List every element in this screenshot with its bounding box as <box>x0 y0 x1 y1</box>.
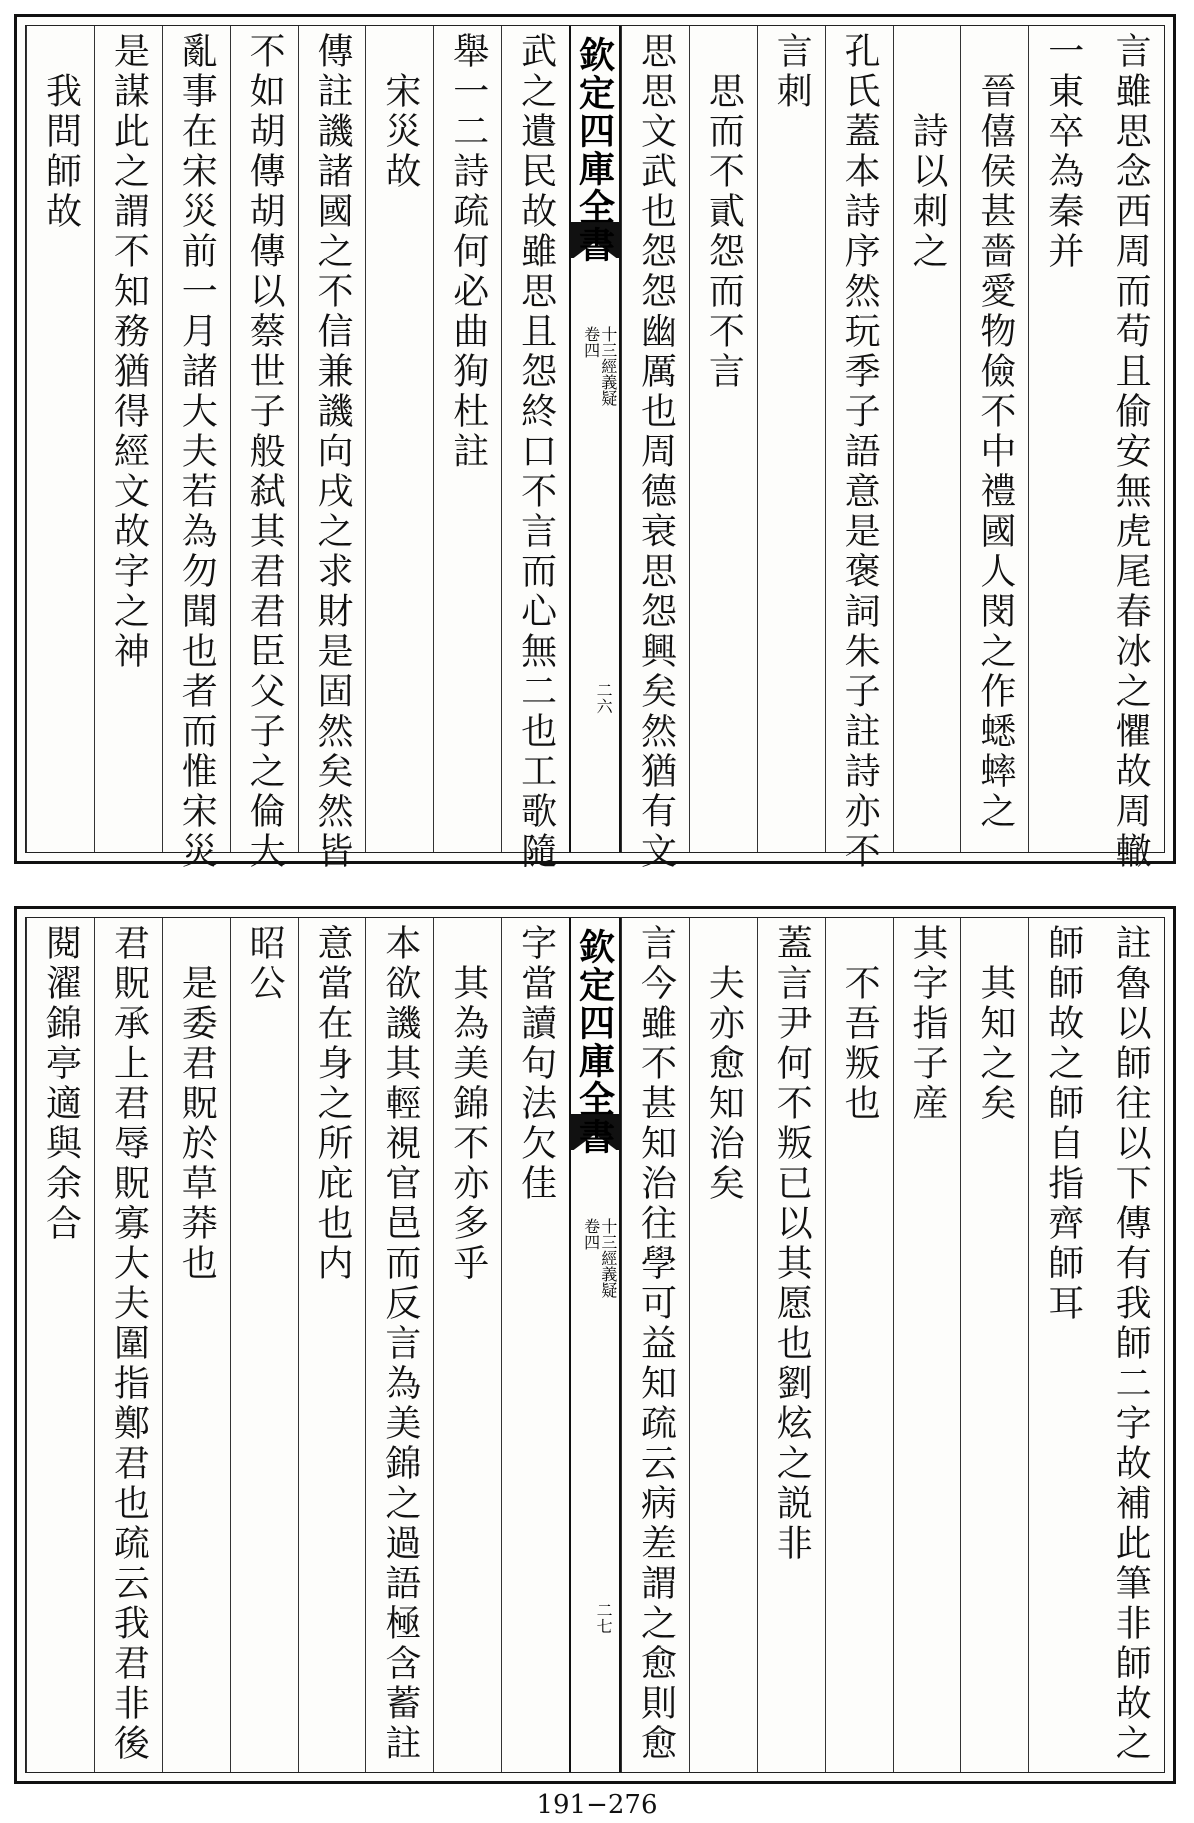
text-column <box>433 26 501 852</box>
column-text: 閱濯錦亭適與余合 <box>40 924 82 1244</box>
column-text: 字當讀句法欠佳 <box>515 924 557 1204</box>
page-number: 191−276 <box>536 1790 658 1820</box>
column-text: 其字指子産 <box>906 924 948 1124</box>
column-text: 君貺承上君辱貺寡大夫圍指鄭君也疏云我君非後 <box>108 924 150 1764</box>
column-text: 晉僖侯甚嗇愛物儉不中禮國人閔之作蟋蟀之 <box>974 72 1016 832</box>
bottom-page-columns <box>25 917 1165 1773</box>
text-column <box>298 918 366 1772</box>
text-column <box>689 26 757 852</box>
text-column <box>298 26 366 872</box>
text-column <box>960 26 1028 852</box>
column-text: 不如胡傳胡傳以蔡世子般弑其君君臣父子之倫大 <box>244 32 286 872</box>
text-column <box>689 918 757 1772</box>
text-column <box>94 26 162 852</box>
bottom-page <box>14 906 1176 1784</box>
column-text: 是委君貺於草莽也 <box>176 964 218 1284</box>
text-column <box>162 26 230 872</box>
text-column <box>1028 26 1096 852</box>
column-text: 註魯以師往以下傳有我師二字故補此筆非師故之 <box>1110 924 1152 1764</box>
column-text: 孔氏蓋本詩序然玩季子語意是褒詞朱子註詩亦不 <box>839 32 881 872</box>
column-text: 是謀此之謂不知務猶得經文故字之神 <box>108 32 150 672</box>
column-text: 師師故之師自指齊師耳 <box>1042 924 1084 1324</box>
top-page-columns <box>25 25 1165 872</box>
bottom-page-spine <box>569 918 621 1772</box>
spine-book-title: 十三經義疑 <box>598 326 618 406</box>
text-column <box>94 918 162 1772</box>
text-column <box>1028 918 1096 1772</box>
column-text: 宋災故 <box>379 72 421 192</box>
text-column <box>893 918 961 1772</box>
top-page-spine <box>569 26 621 852</box>
column-text: 蓋言尹何不叛已以其愿也劉炫之説非 <box>771 924 813 1564</box>
text-column <box>825 26 893 872</box>
text-column <box>1096 918 1164 1772</box>
column-text: 言雖思念西周而苟且偷安無虎尾春冰之懼故周轍 <box>1110 32 1152 872</box>
text-column <box>26 26 94 852</box>
column-text: 言今雖不甚知治往學可益知疏云病差謂之愈則愈 <box>635 924 677 1764</box>
column-text: 詩以刺之 <box>906 112 948 272</box>
text-column <box>893 26 961 852</box>
column-text: 其為美錦不亦多乎 <box>447 964 489 1284</box>
column-text: 我問師故 <box>40 72 82 232</box>
column-text: 亂事在宋災前一月諸大夫若為勿聞也者而惟宋災 <box>176 32 218 872</box>
text-column <box>26 918 94 1772</box>
column-text: 思而不貳怨而不言 <box>703 72 745 392</box>
spine-book-title: 十三經義疑 <box>598 1218 618 1298</box>
column-text: 本欲譏其輕視官邑而反言為美錦之過語極含蓄註 <box>379 924 421 1764</box>
column-text: 昭公 <box>244 924 286 1004</box>
column-text: 舉一二詩疏何必曲狥杜註 <box>447 32 489 472</box>
spine-title: 欽定四庫全書 <box>573 928 616 1156</box>
spine-title: 欽定四庫全書 <box>573 36 616 264</box>
text-column <box>825 918 893 1772</box>
text-column <box>1096 26 1164 872</box>
text-column <box>757 26 825 852</box>
text-column <box>365 26 433 852</box>
text-column <box>501 26 569 872</box>
spine-page-number: 二六 <box>594 682 614 714</box>
column-text: 言刺 <box>771 32 813 112</box>
column-text: 其知之矣 <box>974 964 1016 1124</box>
spine-volume: 卷四 <box>581 326 601 358</box>
column-text: 意當在身之所庇也内 <box>311 924 353 1284</box>
text-column <box>433 918 501 1772</box>
column-text: 傳註譏諸國之不信兼譏向戌之求財是固然矣然皆 <box>311 32 353 872</box>
column-text: 一東卒為秦并 <box>1042 32 1084 272</box>
column-text: 思思文武也怨怨幽厲也周德衰思怨興矣然猶有文 <box>635 32 677 872</box>
text-column <box>501 918 569 1772</box>
top-page <box>14 14 1176 872</box>
text-column <box>757 918 825 1772</box>
text-column <box>162 918 230 1772</box>
text-column <box>365 918 433 1772</box>
column-text: 不吾叛也 <box>839 964 881 1124</box>
column-text: 夫亦愈知治矣 <box>703 964 745 1204</box>
spine-page-number: 二七 <box>594 1602 614 1634</box>
text-column <box>621 26 689 872</box>
text-column <box>230 918 298 1772</box>
text-column <box>230 26 298 872</box>
column-text: 武之遺民故雖思且怨終口不言而心無二也工歌隨 <box>515 32 557 872</box>
spine-volume: 卷四 <box>581 1218 601 1250</box>
text-column <box>621 918 689 1772</box>
text-column <box>960 918 1028 1772</box>
